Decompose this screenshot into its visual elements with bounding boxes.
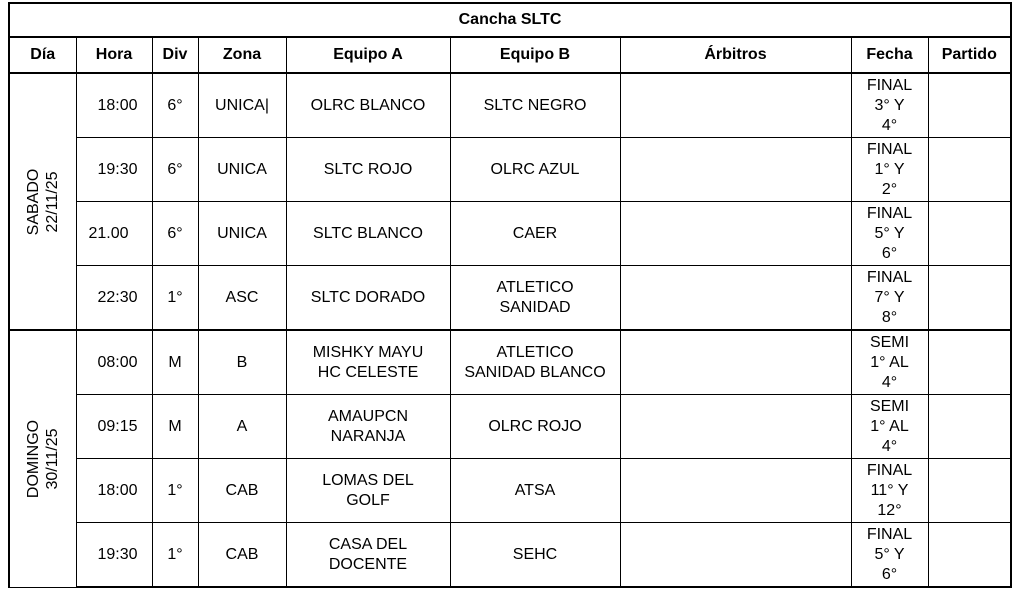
- day-label: [24, 420, 62, 498]
- equipo-b-cell: [450, 266, 620, 331]
- arbitros-cell: [620, 395, 851, 459]
- fecha-cell: [851, 138, 928, 202]
- equipo-a-cell-line: LOMAS DEL: [322, 471, 414, 489]
- arbitros-cell: [620, 459, 851, 523]
- zona-cell: B: [198, 330, 286, 395]
- hora-cell: 19:30: [76, 138, 152, 202]
- equipo-a-cell: [286, 395, 450, 459]
- fecha-cell: [851, 395, 928, 459]
- partido-cell: [928, 202, 1011, 266]
- equipo-a-cell-line: OLRC BLANCO: [310, 96, 426, 114]
- equipo-a-cell-line: CASA DEL: [328, 535, 408, 553]
- equipo-a-cell: [286, 138, 450, 202]
- arbitros-cell: [620, 266, 851, 331]
- fecha-cell-line: 6°: [881, 244, 898, 262]
- div-cell: 6°: [152, 73, 198, 138]
- fecha-cell-line: 12°: [877, 501, 902, 519]
- equipo-b-cell-line: SEHC: [512, 545, 558, 563]
- div-cell: 1°: [152, 266, 198, 331]
- hora-cell: 19:30: [76, 523, 152, 588]
- fecha-cell-line: 4°: [881, 437, 898, 455]
- header-row: [9, 37, 1011, 73]
- equipo-a-cell-line: SLTC BLANCO: [313, 224, 423, 242]
- fecha-cell-line: SEMI: [869, 333, 910, 351]
- equipo-a-cell-line: SLTC DORADO: [310, 288, 426, 306]
- zona-cell: A: [198, 395, 286, 459]
- fecha-cell-line: 5° Y: [874, 545, 905, 563]
- equipo-a-cell-line: MISHKY MAYU: [312, 343, 424, 361]
- fecha-cell-line: FINAL: [866, 204, 913, 222]
- day-label: [24, 168, 62, 235]
- equipo-a-cell-line: GOLF: [346, 491, 390, 509]
- fecha-cell: [851, 523, 928, 588]
- partido-cell: [928, 523, 1011, 588]
- equipo-b-cell: [450, 459, 620, 523]
- fecha-cell-line: FINAL: [866, 525, 913, 543]
- div-cell: 6°: [152, 202, 198, 266]
- table-row: [9, 523, 1011, 588]
- hora-cell: 09:15: [76, 395, 152, 459]
- zona-cell: UNICA: [198, 202, 286, 266]
- day-name: SABADO: [24, 168, 42, 235]
- fecha-cell-line: 2°: [881, 180, 898, 198]
- equipo-b-cell-line: SLTC NEGRO: [483, 96, 587, 114]
- table-row: [9, 73, 1011, 138]
- fecha-cell: [851, 459, 928, 523]
- hora-cell: 08:00: [76, 330, 152, 395]
- header-equipo-a: Equipo A: [286, 37, 450, 73]
- equipo-a-cell: [286, 73, 450, 138]
- header-fecha: Fecha: [851, 37, 928, 73]
- day-date: 30/11/25: [43, 428, 61, 490]
- div-cell: 1°: [152, 459, 198, 523]
- div-cell: 1°: [152, 523, 198, 588]
- table-row: [9, 138, 1011, 202]
- hora-cell: 22:30: [76, 266, 152, 331]
- header-hora: Hora: [76, 37, 152, 73]
- arbitros-cell: [620, 138, 851, 202]
- partido-cell: [928, 266, 1011, 331]
- equipo-b-cell-line: CAER: [512, 224, 558, 242]
- equipo-b-cell: [450, 202, 620, 266]
- fecha-cell-line: 5° Y: [874, 224, 905, 242]
- table-row: [9, 395, 1011, 459]
- schedule-sheet: [8, 2, 1010, 588]
- equipo-b-cell-line: ATLETICO: [496, 278, 574, 296]
- header-partido: Partido: [928, 37, 1011, 73]
- zona-cell: UNICA|: [198, 73, 286, 138]
- div-cell: M: [152, 330, 198, 395]
- equipo-b-cell: [450, 138, 620, 202]
- header-div: Div: [152, 37, 198, 73]
- table-row: [9, 202, 1011, 266]
- zona-cell: UNICA: [198, 138, 286, 202]
- fecha-cell: [851, 202, 928, 266]
- header-equipo-b: Equipo B: [450, 37, 620, 73]
- equipo-a-cell: [286, 202, 450, 266]
- fecha-cell-line: FINAL: [866, 461, 913, 479]
- fecha-cell-line: 7° Y: [874, 288, 905, 306]
- equipo-b-cell: [450, 523, 620, 588]
- fecha-cell-line: 4°: [881, 373, 898, 391]
- fecha-cell-line: 1° AL: [870, 353, 909, 371]
- header-dia: Día: [9, 37, 76, 73]
- partido-cell: [928, 459, 1011, 523]
- equipo-a-cell-line: HC CELESTE: [317, 363, 419, 381]
- arbitros-cell: [620, 330, 851, 395]
- fecha-cell-line: 4°: [881, 116, 898, 134]
- equipo-b-cell-line: OLRC AZUL: [490, 160, 580, 178]
- equipo-a-cell: [286, 330, 450, 395]
- fecha-cell-line: 8°: [881, 308, 898, 326]
- equipo-b-cell: [450, 73, 620, 138]
- fecha-cell: [851, 266, 928, 331]
- table-row: [9, 266, 1011, 331]
- equipo-b-cell: [450, 395, 620, 459]
- equipo-b-cell-line: SANIDAD: [499, 298, 571, 316]
- hora-cell: 18:00: [76, 459, 152, 523]
- fecha-cell-line: 1° AL: [870, 417, 909, 435]
- table-row: [9, 330, 1011, 395]
- partido-cell: [928, 138, 1011, 202]
- arbitros-cell: [620, 523, 851, 588]
- equipo-a-cell-line: DOCENTE: [328, 555, 408, 573]
- partido-cell: [928, 395, 1011, 459]
- equipo-a-cell: [286, 459, 450, 523]
- fecha-cell-line: 6°: [881, 565, 898, 583]
- div-cell: 6°: [152, 138, 198, 202]
- table-row: [9, 459, 1011, 523]
- day-name: DOMINGO: [24, 419, 42, 498]
- fecha-cell-line: FINAL: [866, 268, 913, 286]
- header-zona: Zona: [198, 37, 286, 73]
- zona-cell: CAB: [198, 459, 286, 523]
- equipo-b-cell: [450, 330, 620, 395]
- fecha-cell-line: 1° Y: [874, 160, 905, 178]
- fecha-cell-line: SEMI: [869, 397, 910, 415]
- equipo-b-cell-line: OLRC ROJO: [488, 417, 582, 435]
- title-row: [9, 3, 1011, 37]
- arbitros-cell: [620, 73, 851, 138]
- fecha-cell: [851, 73, 928, 138]
- schedule-table: [8, 2, 1012, 588]
- day-cell: [9, 73, 76, 330]
- fecha-cell: [851, 330, 928, 395]
- day-cell: [9, 330, 76, 587]
- partido-cell: [928, 330, 1011, 395]
- equipo-a-cell-line: AMAUPCN: [327, 407, 408, 425]
- div-cell: M: [152, 395, 198, 459]
- zona-cell: CAB: [198, 523, 286, 588]
- equipo-a-cell-line: NARANJA: [330, 427, 406, 445]
- day-date: 22/11/25: [43, 170, 61, 233]
- equipo-a-cell: [286, 523, 450, 588]
- equipo-a-cell: [286, 266, 450, 331]
- equipo-b-cell-line: ATSA: [514, 481, 556, 499]
- hora-cell: 18:00: [76, 73, 152, 138]
- zona-cell: ASC: [198, 266, 286, 331]
- equipo-b-cell-line: SANIDAD BLANCO: [464, 363, 606, 381]
- partido-cell: [928, 73, 1011, 138]
- header-arbitros: Árbitros: [620, 37, 851, 73]
- hora-cell: 21.00: [76, 202, 152, 266]
- arbitros-cell: [620, 202, 851, 266]
- fecha-cell-line: 11° Y: [870, 481, 909, 499]
- equipo-b-cell-line: ATLETICO: [496, 343, 574, 361]
- equipo-a-cell-line: SLTC ROJO: [323, 160, 413, 178]
- fecha-cell-line: FINAL: [866, 140, 913, 158]
- fecha-cell-line: FINAL: [866, 76, 913, 94]
- fecha-cell-line: 3° Y: [874, 96, 905, 114]
- table-title: Cancha SLTC: [9, 3, 1011, 37]
